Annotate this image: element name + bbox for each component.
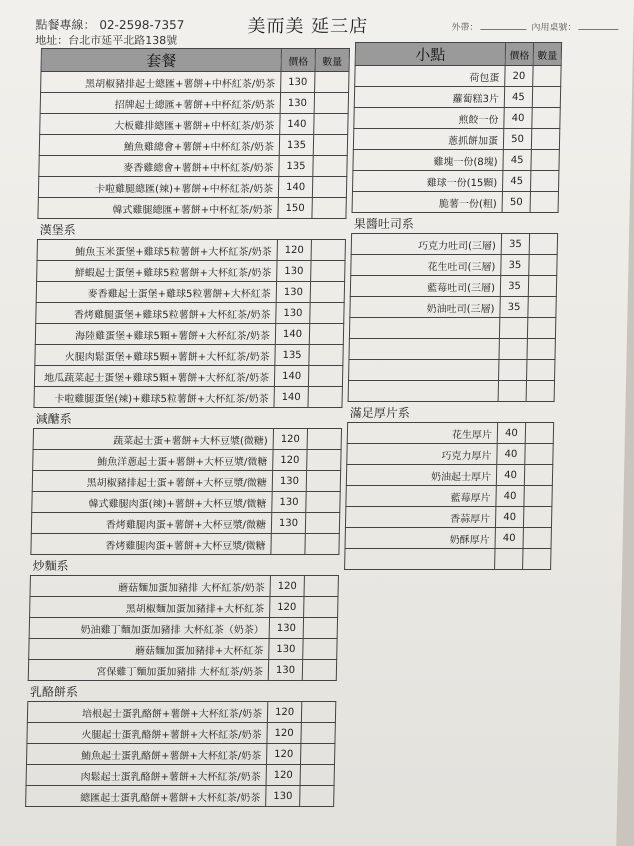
item-name: 卡啦雞腿總匯(辣)+薯餅+中杯紅茶/奶茶: [38, 177, 278, 198]
quantity-cell[interactable]: [523, 528, 551, 549]
item-price: 40: [495, 528, 523, 549]
quantity-cell[interactable]: [315, 72, 349, 93]
item-price: 130: [280, 93, 314, 114]
item-name: 火腿起士蛋乳酪餅+薯餅+大杯紅茶/奶茶: [27, 723, 267, 744]
item-name: 培根起士蛋乳酪餅+薯餅+大杯紅茶/奶茶: [27, 702, 267, 723]
item-name: 奶油起士厚片: [346, 465, 496, 486]
quantity-cell[interactable]: [310, 282, 344, 303]
quantity-cell[interactable]: [311, 261, 345, 282]
quantity-cell[interactable]: [301, 702, 335, 723]
quantity-cell[interactable]: [527, 318, 555, 339]
item-price: 130: [272, 471, 306, 492]
phone-label: 點餐專線：: [35, 18, 96, 32]
takeout-blank[interactable]: [480, 29, 526, 30]
menu-row: [349, 318, 555, 339]
menu-row: [26, 765, 334, 786]
quantity-cell[interactable]: [311, 240, 345, 261]
phone-number: 02-2598-7357: [99, 18, 185, 32]
item-price: 150: [278, 198, 312, 219]
item-name: 香烤雞腿肉蛋+薯餅+大杯豆漿/微糖: [31, 534, 271, 555]
table-number-blank[interactable]: [578, 29, 618, 30]
takeout-field[interactable]: [451, 20, 526, 33]
item-price: 140: [275, 324, 309, 345]
item-price: 40: [495, 507, 523, 528]
menu-row: [28, 660, 336, 681]
menu-row: [37, 261, 345, 282]
main-menu-table: [25, 48, 350, 807]
menu-row: [34, 387, 342, 408]
menu-row: [41, 72, 349, 93]
item-price: 120: [266, 765, 300, 786]
item-price: [495, 549, 523, 570]
item-price: [499, 318, 527, 339]
item-name: 大板雞排總匯+薯餅+中杯紅茶/奶茶: [40, 114, 280, 135]
menu-row: [345, 507, 551, 528]
menu-row: [31, 534, 339, 555]
item-price: [271, 534, 305, 555]
menu-row: [35, 324, 343, 345]
menu-row: [31, 513, 339, 534]
item-price: 40: [497, 423, 525, 444]
quantity-cell[interactable]: [525, 423, 553, 444]
item-name: [349, 339, 499, 360]
menu-row: [26, 744, 334, 765]
menu-row: [355, 66, 561, 87]
quantity-cell[interactable]: [307, 450, 341, 471]
item-name: 總匯起士蛋乳酪餅+薯餅+大杯紅茶/奶茶: [26, 786, 266, 807]
item-name: 奶油吐司(三層): [350, 297, 500, 318]
quantity-cell[interactable]: [533, 66, 561, 87]
item-name: 鮪魚起士蛋乳酪餅+薯餅+大杯紅茶/奶茶: [26, 744, 266, 765]
item-name: 海陸雞蛋堡+雞球5顆+薯餅+大杯紅茶/奶茶: [35, 324, 275, 345]
item-name: [349, 360, 499, 381]
item-price: 140: [280, 114, 314, 135]
item-name: 鮮蝦起士蛋堡+雞球5粒薯餅+大杯紅茶/奶茶: [37, 261, 277, 282]
menu-row: [345, 549, 551, 570]
table-number-field[interactable]: [531, 20, 618, 33]
item-price: 130: [271, 513, 305, 534]
item-name: 藍莓厚片: [346, 486, 496, 507]
section-header: [34, 408, 342, 429]
item-name: 藍莓吐司(三層): [350, 276, 500, 297]
col-header-sets: 套餐: [41, 49, 281, 72]
quantity-cell[interactable]: [303, 639, 337, 660]
menu-row: [39, 156, 347, 177]
menu-row: [345, 528, 551, 549]
item-price: 130: [269, 618, 303, 639]
menu-row: [348, 381, 554, 402]
quantity-cell[interactable]: [524, 465, 552, 486]
quantity-cell[interactable]: [527, 339, 555, 360]
item-price: 130: [276, 303, 310, 324]
item-price: 130: [277, 261, 311, 282]
quantity-cell[interactable]: [530, 171, 558, 192]
item-price: 120: [267, 723, 301, 744]
quantity-cell[interactable]: [313, 135, 347, 156]
item-price: 40: [496, 486, 524, 507]
item-price: [499, 360, 527, 381]
item-name: 鮪魚洋蔥起士蛋+薯餅+大杯豆漿/微糖: [33, 450, 273, 471]
item-name: 巧克力吐司(三層): [351, 234, 501, 255]
section-title: 滿足厚片系: [348, 402, 554, 423]
quantity-cell[interactable]: [312, 198, 346, 219]
menu-row: [27, 723, 335, 744]
item-name: 韓式雞腿總匯+薯餅+中杯紅茶/奶茶: [38, 198, 278, 219]
quantity-cell[interactable]: [305, 513, 339, 534]
item-price: 35: [500, 297, 528, 318]
menu-row: [351, 255, 557, 276]
quantity-cell[interactable]: [526, 381, 554, 402]
item-price: 135: [279, 135, 313, 156]
menu-row: [38, 198, 346, 219]
col-header-qty: 數量: [533, 43, 561, 66]
menu-row: [29, 618, 337, 639]
item-name: 肉鬆起士蛋乳酪餅+薯餅+大杯紅茶/奶茶: [26, 765, 266, 786]
item-price: 40: [497, 444, 525, 465]
menu-row: [32, 471, 340, 492]
item-name: 蘑菇麵加蛋加豬排 大杯紅茶/奶茶: [30, 576, 270, 597]
quantity-cell[interactable]: [307, 429, 341, 450]
col-header-price: 價格: [505, 43, 533, 66]
menu-row: [36, 303, 344, 324]
menu-row: [32, 492, 340, 513]
item-name: 蘿蔔糕3片: [354, 87, 504, 108]
section-header: [352, 213, 558, 234]
quantity-cell[interactable]: [305, 534, 339, 555]
quantity-cell[interactable]: [532, 108, 560, 129]
menu-row: [29, 639, 337, 660]
item-name: 鮪魚玉米蛋堡+雞球5粒薯餅+大杯紅茶/奶茶: [37, 240, 277, 261]
menu-row: [33, 450, 341, 471]
takeout-label: 外帶：: [451, 23, 479, 33]
item-price: 120: [267, 702, 301, 723]
item-name: 卡啦雞腿蛋堡(辣)+雞球5粒薯餅+大杯紅茶/奶茶: [34, 387, 274, 408]
menu-row: [40, 93, 348, 114]
section-title: 減醣系: [34, 408, 342, 429]
quantity-cell[interactable]: [523, 549, 551, 570]
item-name: [348, 381, 498, 402]
section-title: 乳酪餅系: [28, 681, 336, 702]
menu-row: [346, 465, 552, 486]
quantity-cell[interactable]: [300, 765, 334, 786]
item-name: 地瓜蔬菜起士蛋堡+雞球5顆+薯餅+大杯紅茶/奶茶: [34, 366, 274, 387]
menu-row: [30, 597, 338, 618]
item-price: 45: [502, 171, 530, 192]
item-price: 130: [272, 492, 306, 513]
quantity-cell[interactable]: [308, 387, 342, 408]
item-price: 135: [275, 345, 309, 366]
item-price: 35: [501, 234, 529, 255]
table-number-label: 內用桌號：: [531, 23, 577, 33]
quantity-cell[interactable]: [304, 576, 338, 597]
item-price: 140: [274, 387, 308, 408]
address-line: [35, 32, 177, 48]
quantity-cell[interactable]: [314, 114, 348, 135]
item-name: 麥香雞總會+薯餅+中杯紅茶/奶茶: [39, 156, 279, 177]
quantity-cell[interactable]: [310, 303, 344, 324]
menu-row: [347, 423, 553, 444]
quantity-cell[interactable]: [300, 786, 334, 807]
item-name: 奶油雞丁麵加蛋加豬排 大杯紅茶（奶茶）: [29, 618, 269, 639]
item-name: 蘑菇麵加蛋加豬排+大杯紅茶: [29, 639, 269, 660]
item-name: 麥香雞起士蛋堡+雞球5粒薯餅+大杯紅茶: [36, 282, 276, 303]
phone-line: [35, 16, 184, 33]
item-name: 煎餃一份: [354, 108, 504, 129]
menu-row: [354, 108, 560, 129]
section-title: 炒麵系: [30, 555, 338, 576]
item-name: 花生吐司(三層): [351, 255, 501, 276]
item-price: 40: [496, 465, 524, 486]
quantity-cell[interactable]: [528, 297, 556, 318]
menu-row: [30, 576, 338, 597]
item-name: 鮪魚雞總會+薯餅+中杯紅茶/奶茶: [39, 135, 279, 156]
item-name: 香蒜厚片: [345, 507, 495, 528]
item-name: 火腿肉鬆蛋堡+雞球5顆+薯餅+大杯紅茶/奶茶: [35, 345, 275, 366]
item-price: 50: [502, 192, 530, 213]
section-header: [30, 555, 338, 576]
menu-row: [351, 234, 557, 255]
item-price: [498, 381, 526, 402]
item-name: 巧克力厚片: [347, 444, 497, 465]
item-price: 40: [504, 108, 532, 129]
item-price: 50: [503, 129, 531, 150]
item-name: 黑胡椒豬排起士蛋+薯餅+大杯豆漿/微糖: [32, 471, 272, 492]
quantity-cell[interactable]: [530, 192, 558, 213]
quantity-cell[interactable]: [528, 276, 556, 297]
quantity-cell[interactable]: [524, 486, 552, 507]
quantity-cell[interactable]: [532, 87, 560, 108]
section-header: [28, 681, 336, 702]
side-menu-table: [344, 42, 562, 570]
item-price: 120: [273, 450, 307, 471]
item-name: 脆薯一份(粗): [352, 192, 502, 213]
item-price: 45: [504, 87, 532, 108]
menu-row: [34, 366, 342, 387]
item-price: 120: [266, 744, 300, 765]
item-name: 香烤雞腿肉蛋+薯餅+大杯豆漿/微糖: [31, 513, 271, 534]
item-price: 120: [270, 576, 304, 597]
quantity-cell[interactable]: [531, 150, 559, 171]
item-price: 130: [266, 786, 300, 807]
quantity-cell[interactable]: [304, 597, 338, 618]
quantity-cell[interactable]: [306, 471, 340, 492]
section-title: 果醬吐司系: [352, 213, 558, 234]
menu-row: [26, 786, 334, 807]
address-label: 地址：: [35, 34, 69, 47]
menu-row: [39, 135, 347, 156]
col-header-snacks: 小點: [355, 43, 505, 66]
menu-row: [353, 150, 559, 171]
item-price: 130: [269, 639, 303, 660]
item-price: 120: [273, 429, 307, 450]
item-name: [345, 549, 495, 570]
shop-name: 美而美 延三店: [247, 16, 369, 37]
item-name: 香烤雞腿蛋堡+雞球5粒薯餅+大杯紅茶/奶茶: [36, 303, 276, 324]
quantity-cell[interactable]: [527, 360, 555, 381]
menu-row: [353, 129, 559, 150]
quantity-cell[interactable]: [306, 492, 340, 513]
item-price: 20: [505, 66, 533, 87]
item-name: 奶酥厚片: [345, 528, 495, 549]
section-header: [348, 402, 554, 423]
item-price: 35: [501, 255, 529, 276]
item-name: 韓式雞腿肉蛋(辣)+薯餅+大杯豆漿/微糖: [32, 492, 272, 513]
item-price: [499, 339, 527, 360]
col-header-qty: 數量: [315, 49, 349, 72]
menu-row: [27, 702, 335, 723]
item-price: 140: [274, 366, 308, 387]
quantity-cell[interactable]: [525, 444, 553, 465]
quantity-cell[interactable]: [531, 129, 559, 150]
menu-row: [349, 360, 555, 381]
col-header-price: 價格: [281, 49, 315, 72]
item-price: 120: [270, 597, 304, 618]
item-name: 雞球一份(15顆): [352, 171, 502, 192]
item-name: 宮保雞丁麵加蛋加豬排 大杯紅茶/奶茶: [28, 660, 268, 681]
quantity-cell[interactable]: [529, 255, 557, 276]
section-header: [37, 219, 345, 240]
menu-row: [37, 240, 345, 261]
quantity-cell[interactable]: [308, 366, 342, 387]
menu-row: [352, 171, 558, 192]
menu-row: [346, 486, 552, 507]
quantity-cell[interactable]: [300, 744, 334, 765]
item-name: 黑胡椒豬排起士總匯+薯餅+中杯紅茶/奶茶: [41, 72, 281, 93]
item-price: 130: [281, 72, 315, 93]
menu-row: [347, 444, 553, 465]
quantity-cell[interactable]: [529, 234, 557, 255]
menu-row: [40, 114, 348, 135]
item-name: 荷包蛋: [355, 66, 505, 87]
item-price: 120: [277, 240, 311, 261]
address: 台北市延平北路138號: [68, 34, 178, 47]
item-name: 花生厚片: [347, 423, 497, 444]
item-price: 135: [279, 156, 313, 177]
item-price: 45: [503, 150, 531, 171]
item-price: 140: [278, 177, 312, 198]
item-name: 蔥抓餅加蛋: [353, 129, 503, 150]
quantity-cell[interactable]: [309, 324, 343, 345]
menu-row: [350, 276, 556, 297]
quantity-cell[interactable]: [313, 156, 347, 177]
menu-row: [36, 282, 344, 303]
quantity-cell[interactable]: [314, 93, 348, 114]
quantity-cell[interactable]: [523, 507, 551, 528]
menu-row: [349, 339, 555, 360]
item-price: 130: [276, 282, 310, 303]
item-price: 130: [268, 660, 302, 681]
menu-row: [35, 345, 343, 366]
section-title: 漢堡系: [37, 219, 345, 240]
item-name: [349, 318, 499, 339]
menu-row: [354, 87, 560, 108]
item-name: 招牌起士總匯+薯餅+中杯紅茶/奶茶: [40, 93, 280, 114]
quantity-cell[interactable]: [312, 177, 346, 198]
menu-row: [38, 177, 346, 198]
item-name: 蔬菜起士蛋+薯餅+大杯豆漿(微糖): [33, 429, 273, 450]
quantity-cell[interactable]: [303, 618, 337, 639]
menu-row: [350, 297, 556, 318]
item-name: 雞塊一份(8塊): [353, 150, 503, 171]
quantity-cell[interactable]: [302, 660, 336, 681]
menu-row: [33, 429, 341, 450]
item-name: 黑胡椒麵加蛋加豬排+大杯紅茶: [30, 597, 270, 618]
menu-row: [352, 192, 558, 213]
item-price: 35: [500, 276, 528, 297]
quantity-cell[interactable]: [301, 723, 335, 744]
quantity-cell[interactable]: [309, 345, 343, 366]
